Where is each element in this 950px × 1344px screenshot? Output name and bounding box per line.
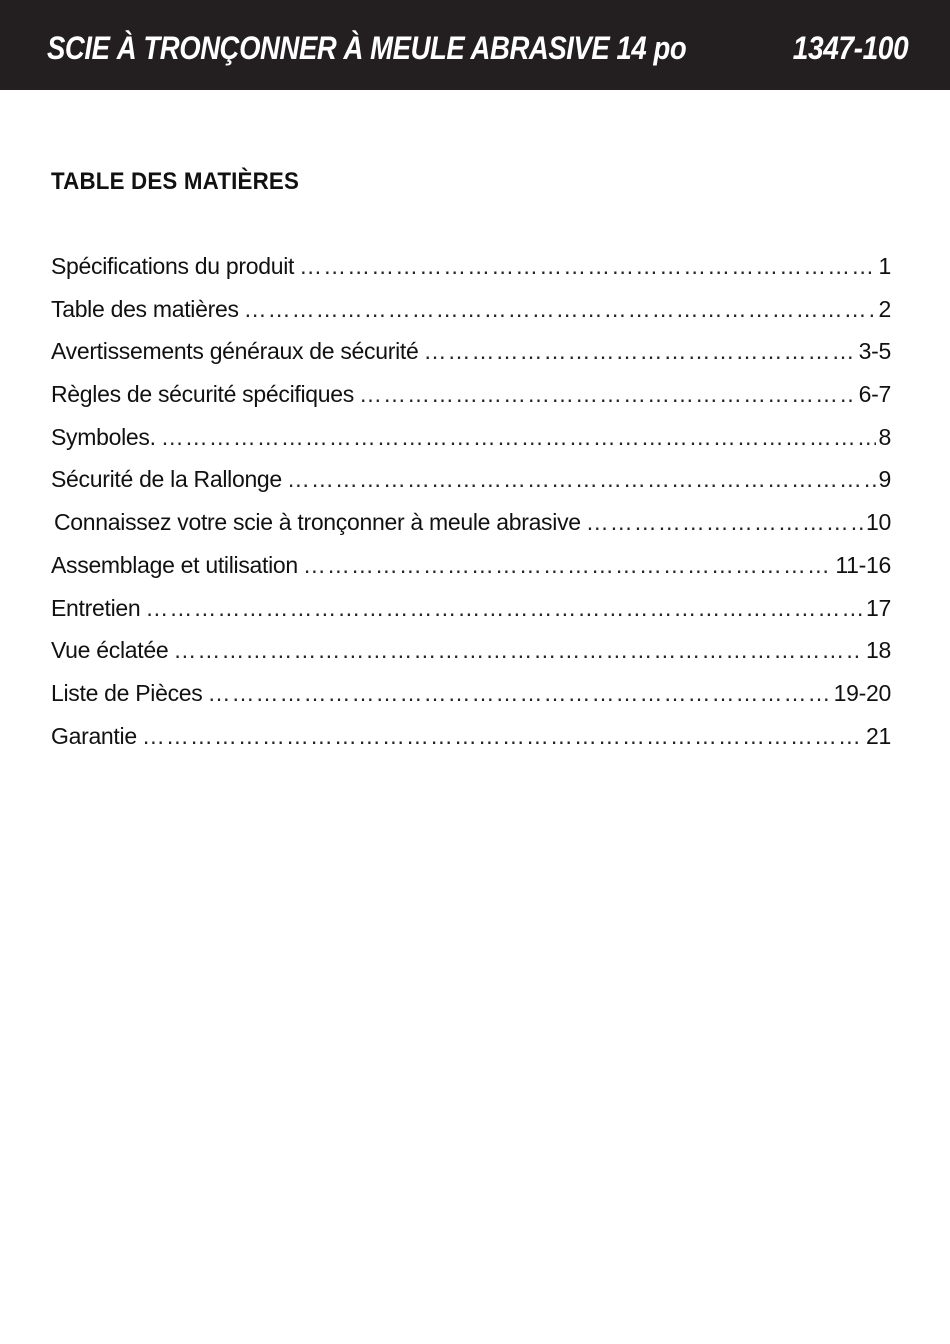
toc-entry-assembly-operation[interactable] (51, 547, 891, 590)
toc-entry-label: Connaissez votre scie à tronçonner à meule abrasive (54, 509, 581, 536)
toc-entry-label: Assemblage et utilisation (51, 551, 298, 578)
toc-entry-warranty[interactable] (51, 718, 891, 761)
dot-leader (303, 547, 832, 583)
toc-entry-table-of-contents[interactable] (51, 291, 891, 334)
toc-entry-page: 11-16 (835, 551, 891, 578)
toc-entry-general-safety[interactable] (51, 333, 891, 376)
toc-entry-know-your-saw[interactable] (51, 504, 891, 547)
toc-entry-label: Vue éclatée (51, 637, 169, 664)
toc-heading: TABLE DES MATIÈRES (51, 168, 300, 195)
toc-entry-page: 17 (866, 594, 891, 621)
toc-entry-label: Avertissements généraux de sécurité (51, 338, 419, 365)
toc-entry-page: 2 (878, 295, 891, 322)
toc-entry-parts-list[interactable] (51, 675, 891, 718)
dot-leader (359, 376, 856, 412)
toc-entry-page: 19-20 (833, 679, 891, 706)
toc-entry-specific-safety[interactable] (51, 376, 891, 419)
toc-entry-label: Symboles. (51, 423, 156, 450)
toc-entry-label: Entretien (51, 594, 141, 621)
toc-entry-page: 8 (878, 423, 891, 450)
dot-leader (424, 333, 856, 369)
dot-leader (142, 718, 863, 754)
toc-entry-label: Liste de Pièces (51, 679, 203, 706)
toc-entry-page: 18 (866, 637, 891, 664)
dot-leader (586, 504, 863, 540)
toc-entry-exploded-view[interactable] (51, 632, 891, 675)
toc-entry-page: 21 (866, 722, 891, 749)
toc-entry-page: 1 (878, 253, 891, 279)
toc-entry-page: 10 (866, 509, 891, 536)
dot-leader (287, 461, 876, 497)
toc-entry-page: 3-5 (858, 338, 891, 365)
dot-leader (173, 632, 863, 668)
toc-entry-label: Garantie (51, 722, 137, 749)
dot-leader (299, 248, 875, 284)
toc-entry-label: Table des matières (51, 295, 239, 322)
toc-entry-extension-cord-safety[interactable] (51, 461, 891, 504)
toc-entry-page: 6-7 (858, 381, 891, 408)
header-band (0, 0, 950, 90)
model-number: 1347-100 (792, 30, 908, 66)
document-title: SCIE À TRONÇONNER À MEULE ABRASIVE 14 po (47, 30, 687, 66)
dot-leader (244, 291, 876, 327)
toc-entry-symbols[interactable] (51, 419, 891, 462)
table-of-contents (51, 248, 891, 760)
toc-entry-specifications[interactable] (51, 248, 891, 291)
dot-leader (207, 675, 830, 711)
toc-entry-page: 9 (878, 466, 891, 493)
toc-entry-maintenance[interactable] (51, 590, 891, 633)
dot-leader (161, 419, 876, 455)
toc-entry-label: Sécurité de la Rallonge (51, 466, 282, 493)
toc-entry-label: Spécifications du produit (51, 253, 295, 279)
toc-entry-label: Règles de sécurité spécifiques (51, 381, 354, 408)
dot-leader (145, 590, 863, 626)
